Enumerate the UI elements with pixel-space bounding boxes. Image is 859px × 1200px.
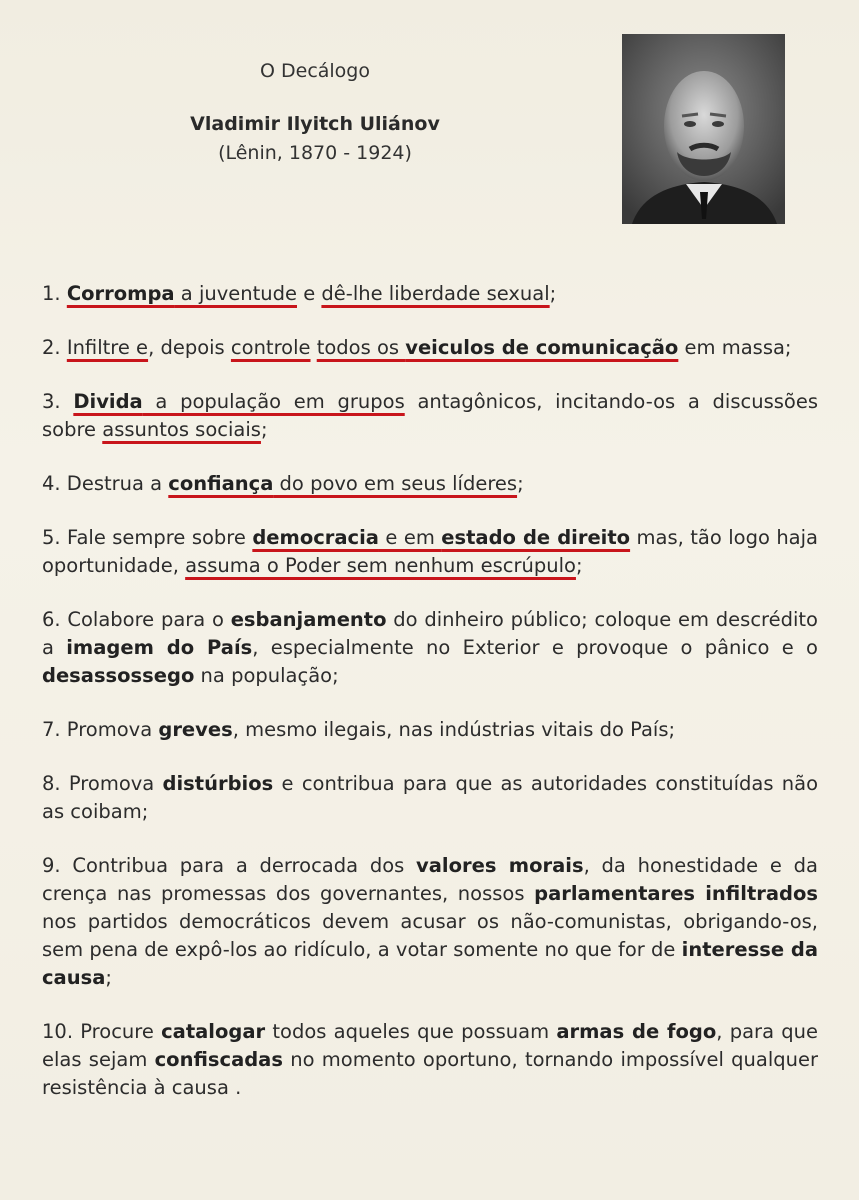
text-segment: parlamentares infiltrados: [534, 882, 818, 905]
list-item-text: [42, 470, 818, 498]
underlined-text: controle: [230, 336, 311, 359]
list-item-text: [42, 770, 818, 826]
list-item: [42, 334, 818, 362]
list-item: [42, 716, 818, 744]
text-segment: em massa;: [678, 336, 792, 359]
text-segment: , da honestidade e da crença nas promessas dos governantes, nossos: [42, 854, 818, 905]
underlined-text: Divida: [73, 390, 143, 413]
text-segment: ;: [549, 282, 557, 305]
text-segment: greves: [158, 718, 233, 741]
list-item-text: [42, 388, 818, 444]
underlined-text: estado de direito: [441, 526, 631, 549]
underlined-text: Infiltre e: [66, 336, 149, 359]
text-segment: 8. Promova: [42, 772, 163, 795]
underlined-text: Corrompa: [66, 282, 175, 305]
decalogue-list: [42, 280, 818, 1102]
list-item-text: [42, 716, 818, 744]
text-segment: 1.: [42, 282, 67, 305]
list-item-text: [42, 852, 818, 992]
author-name: Vladimir Ilyitch Uliánov: [190, 113, 440, 135]
list-item: [42, 852, 818, 992]
text-segment: , depois: [148, 336, 231, 359]
list-item: [42, 770, 818, 826]
underlined-text: confiança: [168, 472, 274, 495]
list-item-text: [42, 1018, 818, 1102]
list-item-text: [42, 334, 818, 362]
underlined-text: a juventude: [174, 282, 297, 305]
list-item: [42, 1018, 818, 1102]
list-item: [42, 470, 818, 498]
text-segment: mas, tão logo haja oportunidade,: [42, 526, 818, 577]
document-title: O Decálogo: [260, 60, 370, 82]
underlined-text: a população em grupos: [142, 390, 405, 413]
underlined-text: assuntos sociais: [102, 418, 261, 441]
text-segment: no momento oportuno, tornando impossível qualquer resistência à causa .: [42, 1048, 818, 1099]
list-item-text: [42, 606, 818, 690]
text-segment: , para que elas sejam: [42, 1020, 818, 1071]
underlined-text: do povo em seus líderes: [273, 472, 518, 495]
text-segment: 5. Fale sempre sobre: [42, 526, 253, 549]
text-segment: antagônicos, incitando-os a discussões sobre: [42, 390, 818, 441]
text-segment: desassossego: [42, 664, 195, 687]
text-segment: imagem do País: [66, 636, 253, 659]
text-segment: 4. Destrua a: [42, 472, 169, 495]
underlined-text: veiculos de comunicação: [405, 336, 679, 359]
text-segment: todos aqueles que possuam: [265, 1020, 557, 1043]
list-item: [42, 606, 818, 690]
text-segment: ;: [575, 554, 583, 577]
text-segment: e contribua para que as autoridades constituídas não as coibam;: [42, 772, 818, 823]
list-item-text: [42, 280, 818, 308]
text-segment: ;: [260, 418, 268, 441]
text-segment: interesse da causa: [42, 938, 818, 989]
list-item-text: [42, 524, 818, 580]
text-segment: e: [297, 282, 322, 305]
text-segment: 9. Contribua para a derrocada dos: [42, 854, 417, 877]
text-segment: 3.: [42, 390, 74, 413]
underlined-text: todos os: [316, 336, 406, 359]
text-segment: do dinheiro público; coloque em descrédito a: [42, 608, 818, 659]
text-segment: confiscadas: [154, 1048, 283, 1071]
text-segment: , mesmo ilegais, nas indústrias vitais do País;: [232, 718, 676, 741]
text-segment: nos partidos democráticos devem acusar os não-comunistas, obrigando-os, sem pena de expô-los ao ridículo, a votar somente no que for de: [42, 910, 818, 961]
portrait-photo: [622, 34, 785, 224]
text-segment: ;: [105, 966, 112, 989]
underlined-text: e em: [378, 526, 442, 549]
underlined-text: assuma o Poder sem nenhum escrúpulo: [185, 554, 576, 577]
text-segment: na população;: [194, 664, 339, 687]
underlined-text: democracia: [252, 526, 379, 549]
list-item: [42, 524, 818, 580]
text-segment: distúrbios: [162, 772, 274, 795]
text-segment: armas de fogo: [556, 1020, 717, 1043]
author-dates: (Lênin, 1870 - 1924): [218, 142, 412, 164]
list-item: [42, 388, 818, 444]
text-segment: ;: [517, 472, 524, 495]
text-segment: valores morais: [416, 854, 584, 877]
text-segment: 7. Promova: [42, 718, 159, 741]
text-segment: 2.: [42, 336, 67, 359]
text-segment: 10. Procure: [42, 1020, 162, 1043]
text-segment: 6. Colabore para o: [42, 608, 231, 631]
text-segment: esbanjamento: [230, 608, 387, 631]
underlined-text: dê-lhe liberdade sexual: [321, 282, 550, 305]
text-segment: catalogar: [161, 1020, 266, 1043]
list-item: [42, 280, 818, 308]
text-segment: , especialmente no Exterior e provoque o pânico e o: [252, 636, 818, 659]
portrait-icon: [622, 34, 785, 224]
